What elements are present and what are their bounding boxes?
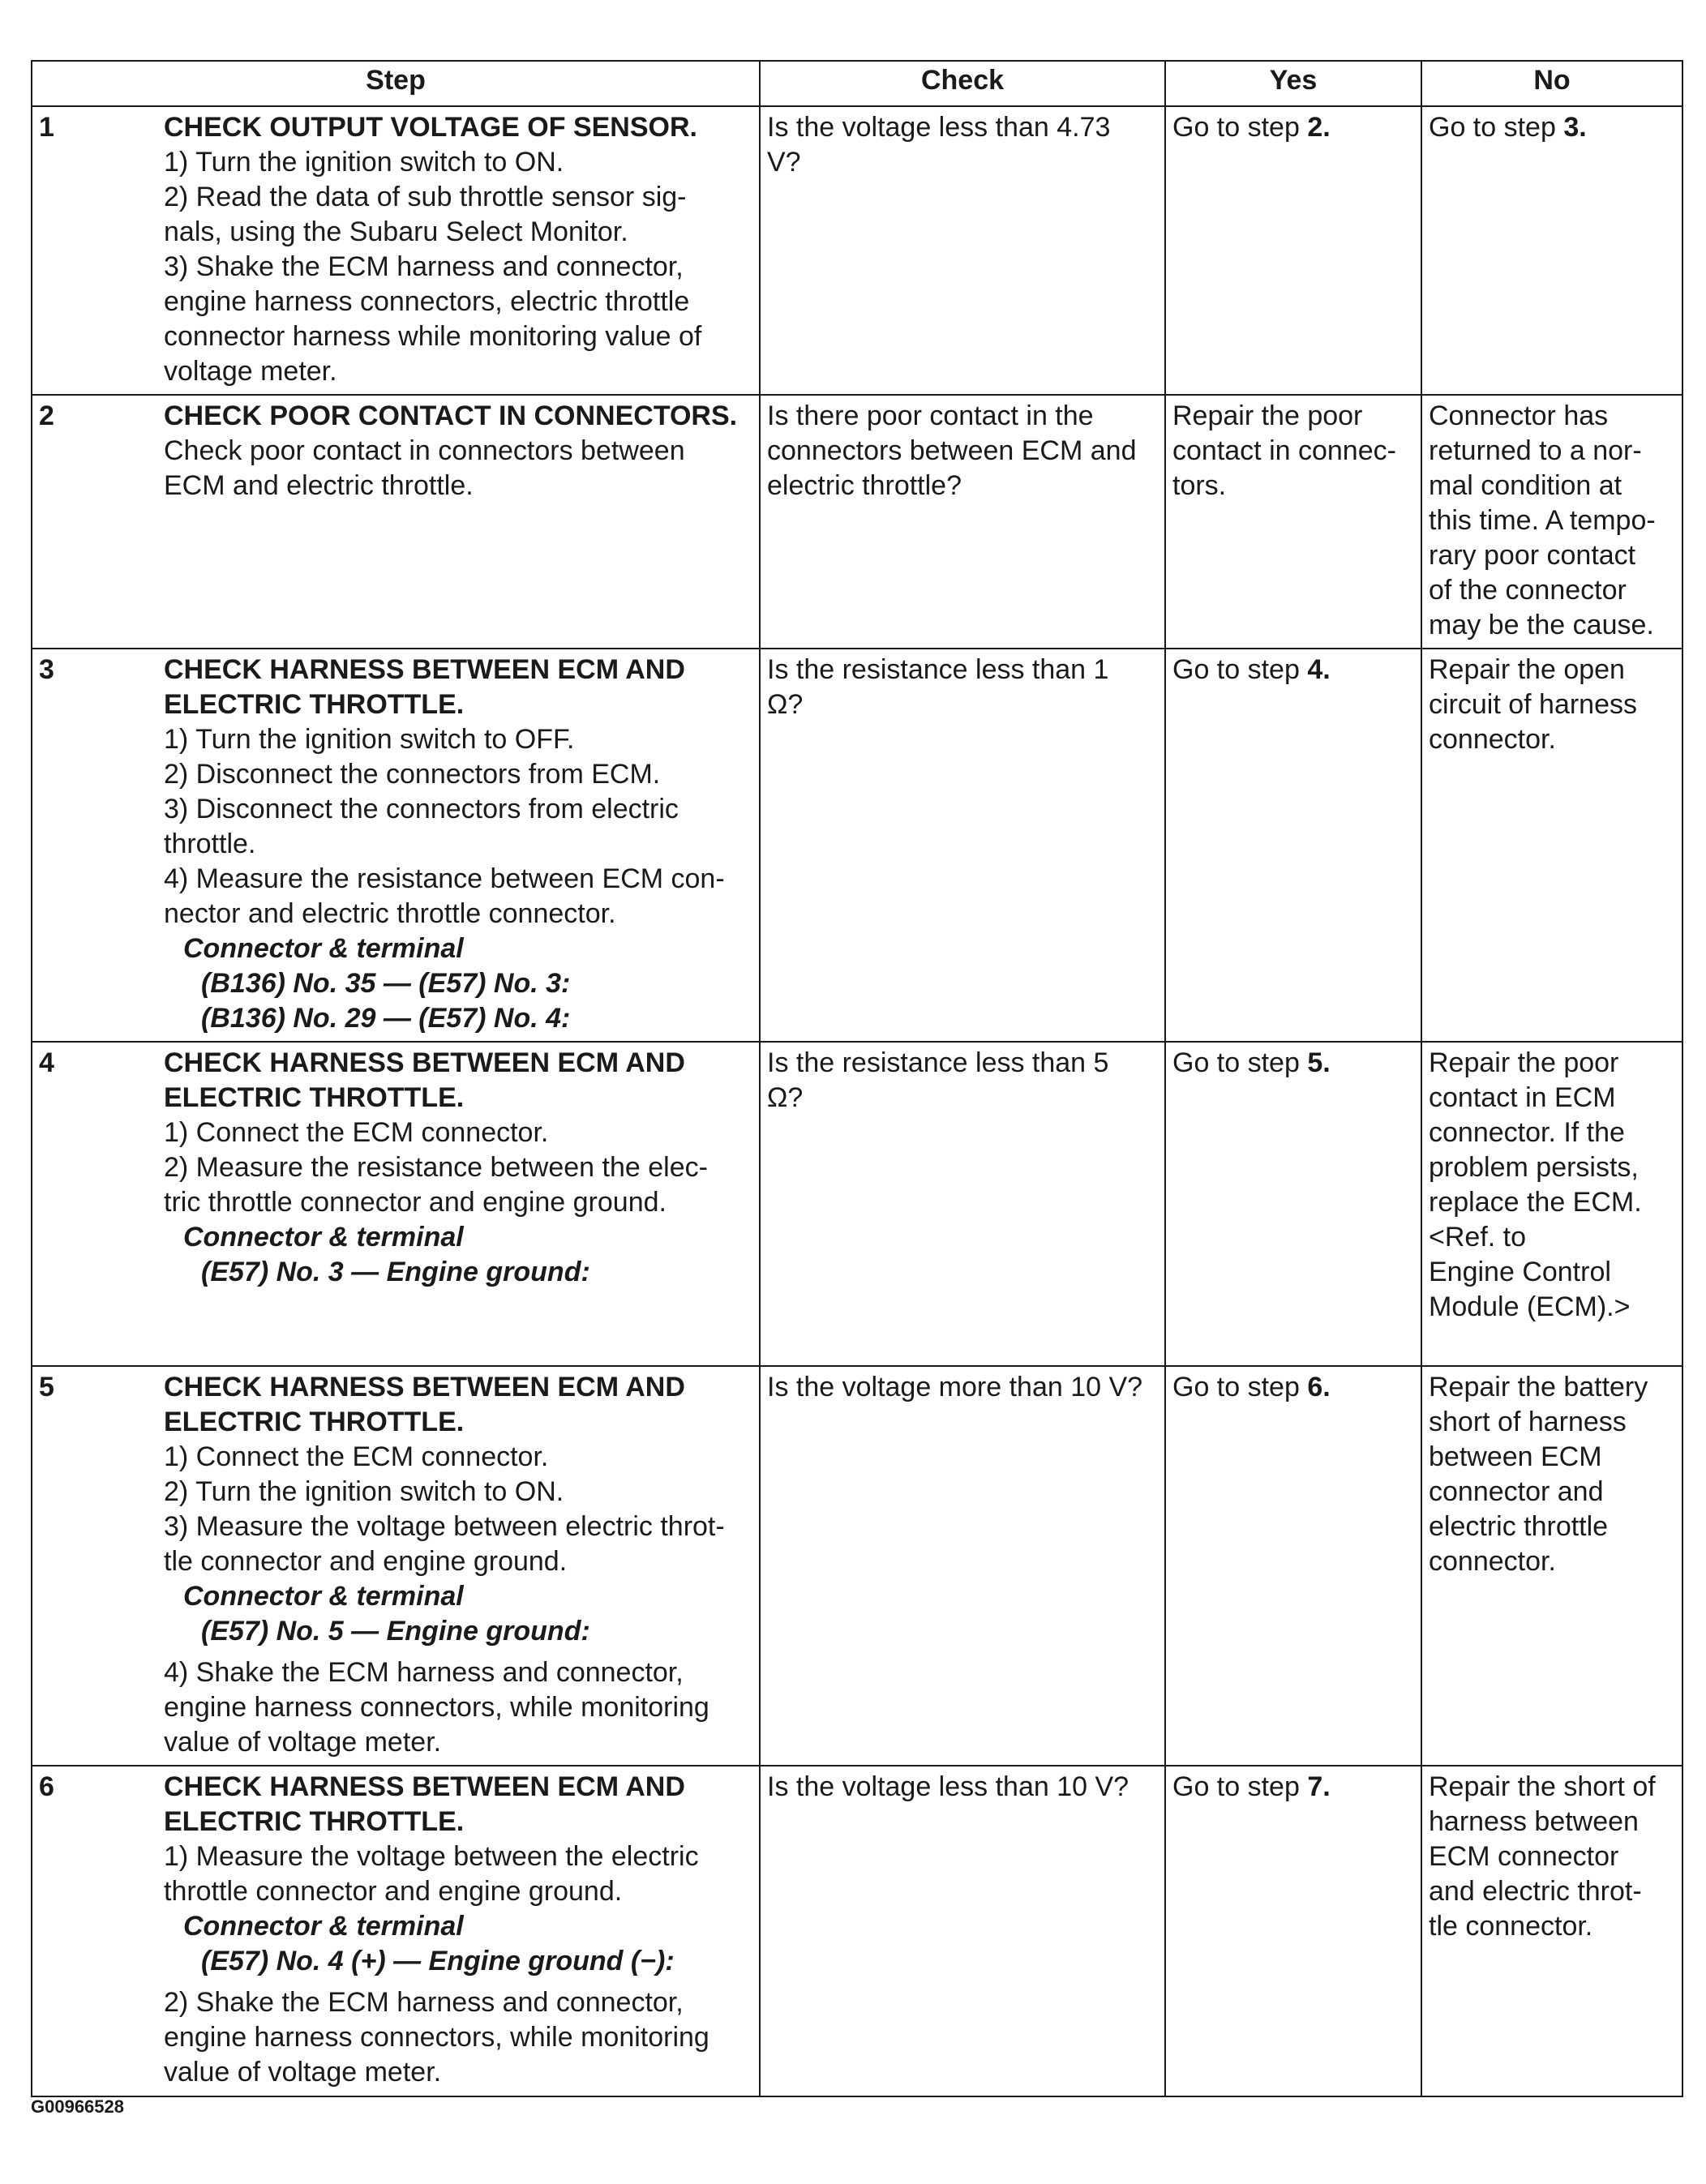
yes-text: Go to step	[1172, 1771, 1308, 1802]
step-cell	[32, 1766, 760, 2096]
yes-cell	[1165, 395, 1421, 649]
no-cell	[1421, 1766, 1682, 2096]
connector-terminal-heading: Connector & terminal	[183, 1581, 464, 1612]
step-cell	[32, 1042, 760, 1366]
table-row	[32, 106, 1682, 395]
yes-text	[1172, 110, 1416, 145]
yes-text: Repair the poor	[1172, 400, 1363, 431]
step-instruction: 1) Connect the ECM connector.	[164, 1441, 549, 1472]
connector-terminal-line: (E57) No. 5 — Engine ground:	[201, 1616, 590, 1647]
step-number: 4	[39, 1047, 54, 1078]
step-instruction: throttle connector and engine ground.	[164, 1876, 623, 1907]
step-number: 2	[39, 400, 54, 431]
check-text: Ω?	[767, 1082, 804, 1113]
no-text: <Ref. to	[1429, 1222, 1527, 1253]
check-text: Is there poor contact in the	[767, 400, 1094, 431]
yes-text: Go to step	[1172, 1047, 1308, 1078]
no-text: and electric throt-	[1429, 1876, 1642, 1907]
no-text	[1429, 110, 1677, 145]
table-row	[32, 649, 1682, 1042]
no-text: short of harness	[1429, 1407, 1627, 1437]
no-text: Repair the poor	[1429, 1047, 1619, 1078]
step-instruction: voltage meter.	[164, 356, 337, 387]
table-header-row	[32, 61, 1682, 106]
check-cell	[760, 395, 1165, 649]
check-text: Is the voltage less than 4.73	[767, 112, 1111, 143]
step-instruction: 4) Measure the resistance between ECM con-	[164, 863, 725, 894]
no-cell	[1421, 649, 1682, 1042]
step-instruction: nals, using the Subaru Select Monitor.	[164, 216, 628, 247]
connector-terminal-heading: Connector & terminal	[183, 933, 464, 964]
step-reference: 3.	[1563, 112, 1587, 143]
step-instruction: 2) Disconnect the connectors from ECM.	[164, 759, 661, 790]
check-text: Is the resistance less than 1	[767, 654, 1109, 685]
step-cell-inner	[39, 1046, 754, 1290]
step-instruction: 1) Turn the ignition switch to ON.	[164, 147, 564, 178]
yes-text	[1172, 1770, 1416, 1805]
step-title: ELECTRIC THROTTLE.	[164, 689, 465, 720]
header-step: Step	[32, 61, 760, 106]
step-title: CHECK HARNESS BETWEEN ECM AND	[164, 1047, 685, 1078]
yes-text: Go to step	[1172, 112, 1308, 143]
no-text: contact in ECM	[1429, 1082, 1616, 1113]
step-instruction: 3) Measure the voltage between electric throt-	[164, 1511, 725, 1542]
step-cell-inner	[39, 653, 754, 1036]
check-cell	[760, 1766, 1165, 2096]
connector-terminal-line: (B136) No. 29 — (E57) No. 4:	[201, 1003, 571, 1034]
yes-text: tors.	[1172, 470, 1227, 501]
step-number: 3	[39, 654, 54, 685]
no-text: rary poor contact	[1429, 540, 1636, 571]
step-body	[164, 1770, 754, 2090]
no-text: electric throttle	[1429, 1511, 1609, 1542]
step-body	[164, 1046, 754, 1290]
diagnostic-table	[31, 60, 1683, 2097]
no-text: connector. If the	[1429, 1117, 1625, 1148]
connector-terminal-line: (B136) No. 35 — (E57) No. 3:	[201, 968, 571, 999]
step-body	[164, 110, 754, 389]
no-cell	[1421, 1366, 1682, 1766]
table-row	[32, 1042, 1682, 1366]
no-text: ECM connector	[1429, 1841, 1619, 1872]
yes-cell	[1165, 106, 1421, 395]
step-instruction: 2) Shake the ECM harness and connector,	[164, 1987, 684, 2018]
connector-terminal-heading: Connector & terminal	[183, 1911, 464, 1942]
step-number: 6	[39, 1771, 54, 1802]
step-instruction: ECM and electric throttle.	[164, 470, 474, 501]
step-cell	[32, 649, 760, 1042]
check-cell	[760, 649, 1165, 1042]
no-text: Engine Control	[1429, 1257, 1611, 1287]
table-row	[32, 395, 1682, 649]
yes-cell	[1165, 1366, 1421, 1766]
check-cell	[760, 1042, 1165, 1366]
no-text: connector.	[1429, 724, 1556, 755]
no-text: mal condition at	[1429, 470, 1622, 501]
no-text: Repair the battery	[1429, 1372, 1648, 1402]
no-text: Connector has	[1429, 400, 1609, 431]
check-cell	[760, 106, 1165, 395]
step-instruction: 4) Shake the ECM harness and connector,	[164, 1657, 684, 1688]
step-instruction: 1) Measure the voltage between the electric	[164, 1841, 699, 1872]
step-instruction: nector and electric throttle connector.	[164, 898, 616, 929]
no-text: returned to a nor-	[1429, 435, 1642, 466]
yes-text: Go to step	[1172, 654, 1308, 685]
step-body	[164, 653, 754, 1036]
step-number: 5	[39, 1372, 54, 1402]
yes-text	[1172, 1046, 1416, 1081]
no-text: this time. A tempo-	[1429, 505, 1656, 536]
no-text: harness between	[1429, 1806, 1639, 1837]
no-text: Module (ECM).>	[1429, 1291, 1631, 1322]
step-instruction: Check poor contact in connectors between	[164, 435, 685, 466]
yes-cell	[1165, 649, 1421, 1042]
no-cell	[1421, 106, 1682, 395]
step-instruction: 2) Measure the resistance between the elec-	[164, 1152, 708, 1183]
check-text: electric throttle?	[767, 470, 962, 501]
step-body	[164, 1370, 754, 1760]
step-cell-inner	[39, 399, 754, 503]
header-no: No	[1421, 61, 1682, 106]
step-cell	[32, 106, 760, 395]
step-title: CHECK POOR CONTACT IN CONNECTORS.	[164, 400, 738, 431]
no-text: replace the ECM.	[1429, 1187, 1642, 1218]
step-instruction: tle connector and engine ground.	[164, 1546, 568, 1577]
table-body	[32, 106, 1682, 2096]
step-instruction: engine harness connectors, electric throttle	[164, 286, 690, 317]
yes-text	[1172, 653, 1416, 687]
yes-text: Go to step	[1172, 1372, 1308, 1402]
step-reference: 2.	[1307, 112, 1331, 143]
step-title: ELECTRIC THROTTLE.	[164, 1407, 465, 1437]
step-instruction: value of voltage meter.	[164, 2057, 442, 2088]
no-text: connector.	[1429, 1546, 1556, 1577]
step-instruction: 2) Turn the ignition switch to ON.	[164, 1476, 564, 1507]
yes-cell	[1165, 1042, 1421, 1366]
step-cell-inner	[39, 1370, 754, 1760]
connector-terminal-line: (E57) No. 4 (+) — Engine ground (−):	[201, 1946, 675, 1976]
header-check: Check	[760, 61, 1165, 106]
step-instruction: value of voltage meter.	[164, 1727, 442, 1758]
step-instruction: engine harness connectors, while monitoring	[164, 1692, 709, 1723]
connector-terminal-line: (E57) No. 3 — Engine ground:	[201, 1257, 590, 1287]
no-text: problem persists,	[1429, 1152, 1639, 1183]
step-cell-inner	[39, 1770, 754, 2090]
no-text: circuit of harness	[1429, 689, 1637, 720]
step-cell	[32, 1366, 760, 1766]
step-reference: 7.	[1307, 1771, 1331, 1802]
check-text: Is the voltage more than 10 V?	[767, 1372, 1143, 1402]
check-cell	[760, 1366, 1165, 1766]
step-title: CHECK HARNESS BETWEEN ECM AND	[164, 654, 685, 685]
check-text: connectors between ECM and	[767, 435, 1137, 466]
yes-cell	[1165, 1766, 1421, 2096]
step-instruction: 3) Shake the ECM harness and connector,	[164, 251, 684, 282]
no-text: between ECM	[1429, 1441, 1602, 1472]
step-title: CHECK HARNESS BETWEEN ECM AND	[164, 1771, 685, 1802]
no-text: of the connector	[1429, 575, 1627, 606]
connector-terminal-heading: Connector & terminal	[183, 1222, 464, 1253]
no-text: tle connector.	[1429, 1911, 1593, 1942]
no-text: Repair the open	[1429, 654, 1625, 685]
no-cell	[1421, 1042, 1682, 1366]
table-row	[32, 1366, 1682, 1766]
step-instruction: 2) Read the data of sub throttle sensor sig-	[164, 182, 687, 212]
step-title: CHECK OUTPUT VOLTAGE OF SENSOR.	[164, 112, 697, 143]
no-text: may be the cause.	[1429, 610, 1654, 640]
step-reference: 4.	[1307, 654, 1331, 685]
step-instruction: tric throttle connector and engine ground.	[164, 1187, 667, 1218]
step-instruction: throttle.	[164, 829, 256, 859]
step-number: 1	[39, 112, 54, 143]
step-title: ELECTRIC THROTTLE.	[164, 1806, 465, 1837]
check-text: Is the voltage less than 10 V?	[767, 1771, 1129, 1802]
no-text: Go to step	[1429, 112, 1564, 143]
step-title: ELECTRIC THROTTLE.	[164, 1082, 465, 1113]
table-row	[32, 1766, 1682, 2096]
no-cell	[1421, 395, 1682, 649]
check-text: Is the resistance less than 5	[767, 1047, 1109, 1078]
step-instruction: engine harness connectors, while monitoring	[164, 2022, 709, 2053]
step-instruction: 1) Connect the ECM connector.	[164, 1117, 549, 1148]
step-title: CHECK HARNESS BETWEEN ECM AND	[164, 1372, 685, 1402]
yes-text	[1172, 1370, 1416, 1405]
step-cell	[32, 395, 760, 649]
yes-text: contact in connec-	[1172, 435, 1396, 466]
check-text: Ω?	[767, 689, 804, 720]
step-body	[164, 399, 754, 503]
step-reference: 6.	[1307, 1372, 1331, 1402]
check-text: V?	[767, 147, 801, 178]
figure-id: G00966528	[31, 2096, 124, 2117]
step-instruction: connector harness while monitoring value of	[164, 321, 702, 352]
step-reference: 5.	[1307, 1047, 1331, 1078]
step-instruction: 1) Turn the ignition switch to OFF.	[164, 724, 575, 755]
header-yes: Yes	[1165, 61, 1421, 106]
step-instruction: 3) Disconnect the connectors from electric	[164, 794, 679, 824]
step-cell-inner	[39, 110, 754, 389]
no-text: connector and	[1429, 1476, 1604, 1507]
no-text: Repair the short of	[1429, 1771, 1656, 1802]
